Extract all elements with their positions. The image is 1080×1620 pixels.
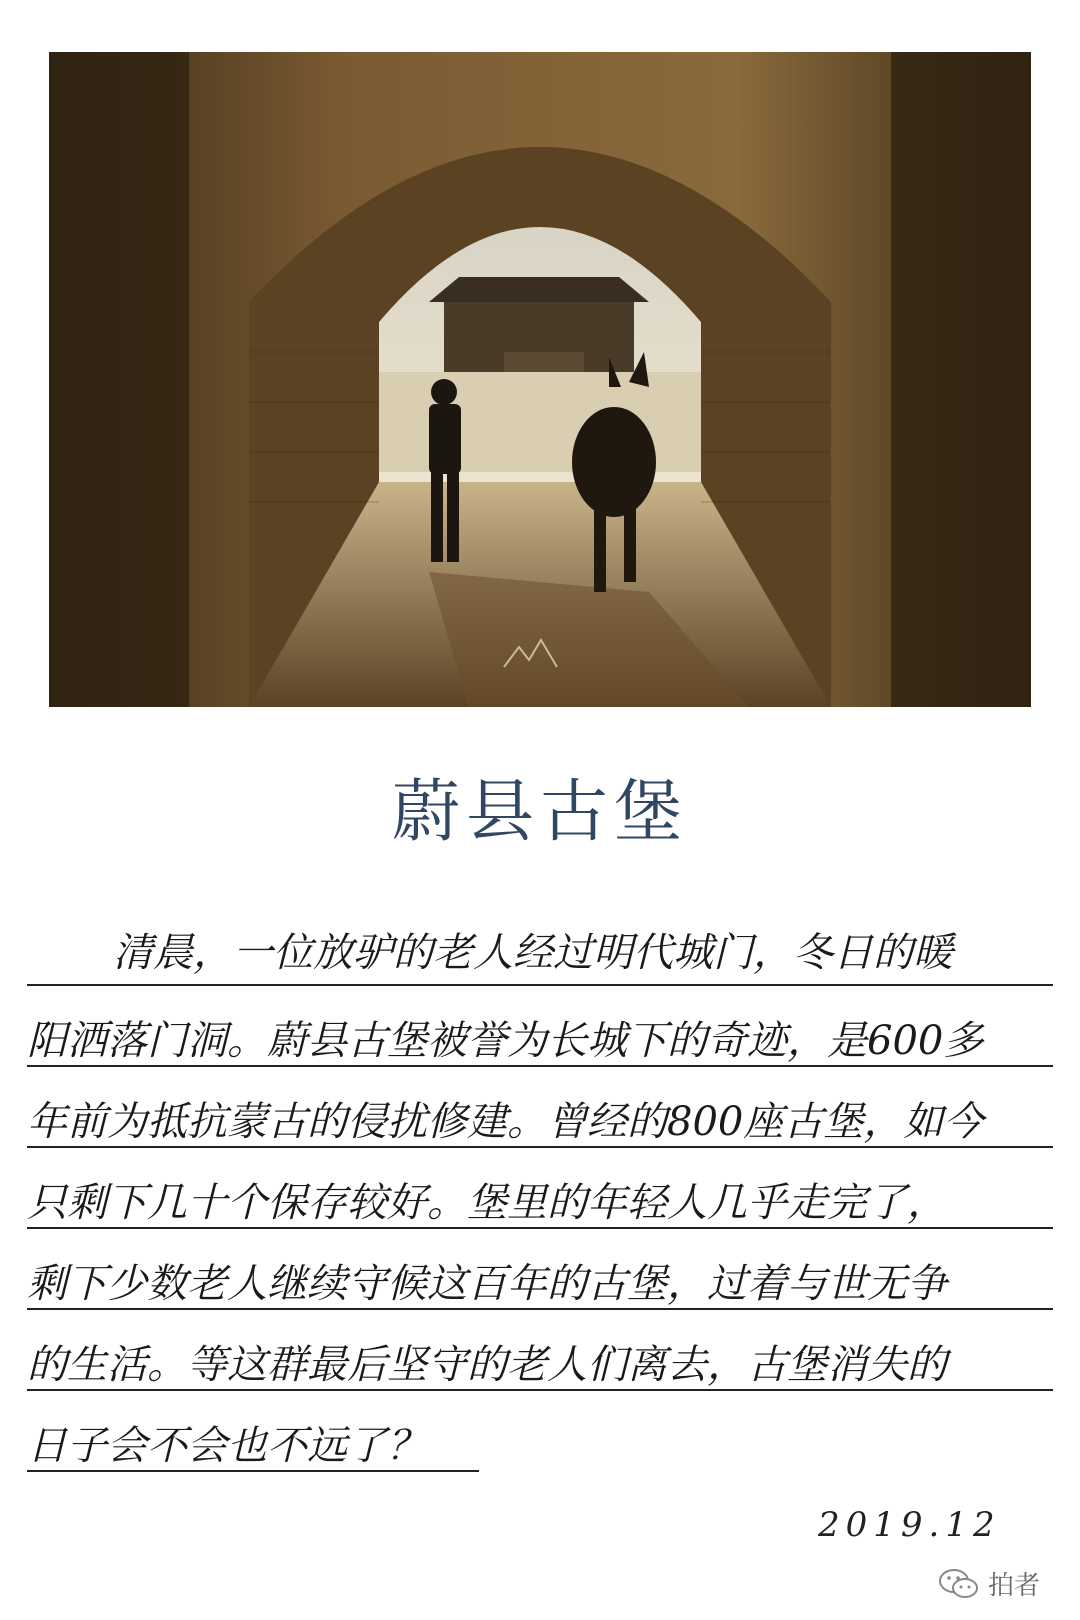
text-line: 阳洒落门洞。蔚县古堡被誉为长城下的奇迹，是600多 (27, 986, 1053, 1067)
page-title: 蔚县古堡 (391, 773, 688, 852)
brand-label: 拍者 (988, 1571, 1041, 1601)
cover-photo (49, 52, 1031, 707)
text-line: 剩下少数老人继续守候这百年的古堡，过着与世无争 (27, 1229, 1053, 1310)
date-label: 2019.12 (818, 1505, 1001, 1545)
text-line: 只剩下几十个保存较好。堡里的年轻人几乎走完了， (27, 1148, 1053, 1229)
text-line: 年前为抵抗蒙古的侵扰修建。曾经的800座古堡，如今 (27, 1067, 1053, 1148)
text-line: 的生活。等这群最后坚守的老人们离去，古堡消失的 (27, 1310, 1053, 1391)
wechat-icon (938, 1567, 980, 1601)
text-line: 日子会不会也不远了？ (27, 1391, 479, 1472)
text-line: 清晨，一位放驴的老人经过明代城门，冬日的暖 (27, 905, 1053, 986)
handwritten-paragraph (27, 905, 1053, 1472)
brand-watermark (938, 1565, 1040, 1602)
